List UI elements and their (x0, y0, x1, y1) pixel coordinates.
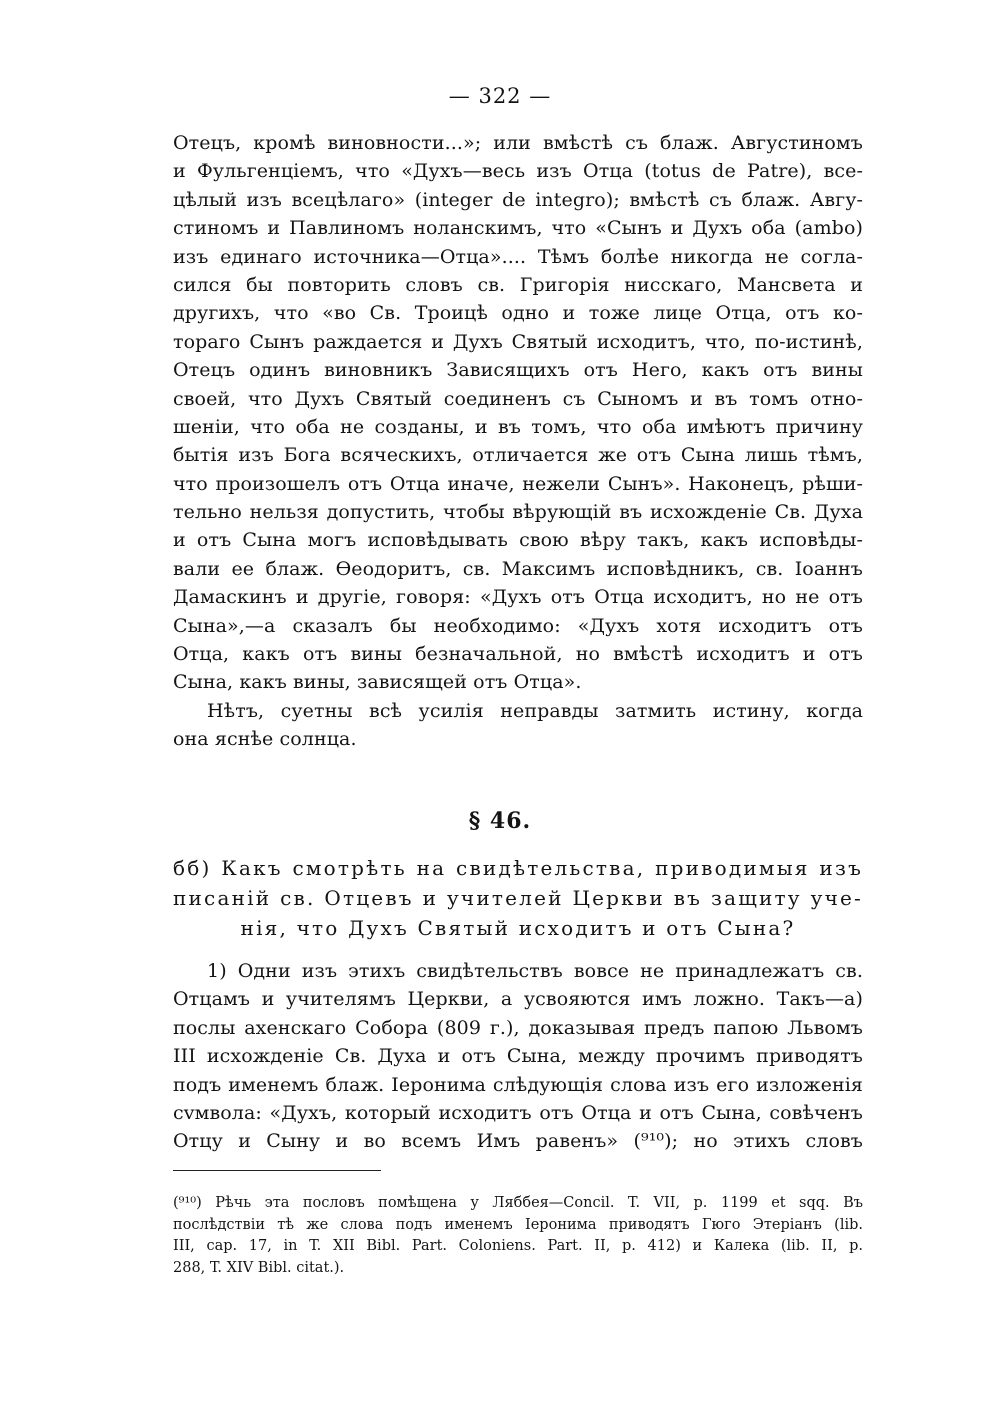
text-line: что произошелъ отъ Отца иначе, нежели Сынъ». Наконецъ, рѣши- (173, 472, 863, 495)
text-line: сился бы повторить словъ св. Григорія нисскаго, Мансвета и (173, 273, 863, 296)
text-line: и Фульгенціемъ, что «Духъ—весь изъ Отца (totus de Patre), все- (173, 160, 863, 183)
text-line: и отъ Сына могъ исповѣдывать свою вѣру такъ, какъ исповѣды- (173, 529, 863, 552)
text-line: послы ахенскаго Собора (809 г.), доказывая предъ папою Львомъ (173, 1016, 863, 1039)
text-line: Отецъ одинъ виновникъ Зависящихъ отъ Него, какъ отъ вины (173, 359, 863, 382)
text-line: вали ее блаж. Ѳеодоритъ, св. Максимъ исповѣдникъ, св. Іоаннъ (173, 557, 863, 580)
text-line: подъ именемъ блаж. Іеронима слѣдующія слова изъ его изложенія (173, 1073, 863, 1096)
text-line: Отецъ, кромѣ виновности...»; или вмѣстѣ съ блаж. Августиномъ (173, 132, 863, 154)
text-line: тораго Сынъ раждается и Духъ Святый исходитъ, что, по-истинѣ, (173, 330, 863, 353)
text-line: сvмвола: «Духъ, который исходитъ отъ Отца и отъ Сына, совѣченъ (173, 1101, 863, 1124)
text-line: Отца, какъ отъ вины безначальной, но вмѣстѣ исходитъ и отъ (173, 643, 863, 666)
heading-line: бб) Какъ смотрѣть на свидѣтельства, приводимыя изъ (173, 856, 863, 880)
paragraph-point-1 (173, 957, 863, 1156)
text-line: стиномъ и Павлиномъ ноланскимъ, что «Сынъ и Духъ оба (ambo) (173, 217, 863, 240)
heading-line: нія, что Духъ Святый исходитъ и отъ Сына? (240, 916, 796, 940)
text-line: другихъ, что «во Св. Троицѣ одно и тоже лице Отца, отъ ко- (173, 302, 863, 325)
text-line: Отцу и Сыну и во всемъ Имъ равенъ» (⁹¹⁰); но этихъ словъ (173, 1130, 863, 1153)
footnote-line: III, cap. 17, in T. XII Bibl. Part. Coloniens. Part. II, p. 412) и Калека (lib. II, p. (173, 1238, 863, 1254)
text-line: III исхожденіе Св. Духа и отъ Сына, между прочимъ приводятъ (173, 1045, 863, 1068)
text-line: Дамаскинъ и другіе, говоря: «Духъ отъ Отца исходитъ, но не отъ (173, 586, 863, 609)
text-line: бытія изъ Бога всяческихъ, отличается же отъ Сына лишь тѣмъ, (173, 444, 863, 467)
page-number: — 322 — (448, 84, 552, 108)
footnote-line: (⁹¹⁰) Рѣчь эта пословъ помѣщена у Ляббея—Concil. T. VII, p. 1199 et sqq. Въ (173, 1195, 863, 1211)
text-line: цѣлый изъ всецѣлаго» (integer de integro); вмѣстѣ съ блаж. Авгу- (173, 188, 863, 211)
text-line: изъ единаго источника—Отца».... Тѣмъ болѣе никогда не согла- (173, 245, 863, 268)
footnote (173, 1193, 863, 1279)
footnote-line: послѣдствіи тѣ же слова подъ именемъ Іеронима приводятъ Гюго Этеріанъ (lib. (173, 1216, 863, 1233)
text-line: своей, что Духъ Святый соединенъ съ Сыномъ и въ томъ отно- (173, 387, 863, 410)
text-line: Нѣтъ, суетны всѣ усилія неправды затмить истину, когда (207, 700, 863, 722)
section-heading (173, 853, 863, 943)
paragraph-continuation (173, 129, 863, 697)
text-line: Сына, какъ вины, зависящей отъ Отца». (173, 671, 582, 694)
section-number: § 46. (468, 808, 532, 834)
text-line: Сына»,—а сказалъ бы необходимо: «Духъ хотя исходитъ отъ (173, 614, 863, 637)
text-line: тельно нельзя допустить, чтобы вѣрующій въ исхожденіе Св. Духа (173, 501, 863, 524)
heading-line: писаній св. Отцевъ и учителей Церкви въ защиту уче- (173, 886, 863, 910)
text-line: шеніи, что оба не созданы, и въ томъ, что оба имѣютъ причину (173, 415, 863, 438)
text-line: Отцамъ и учителямъ Церкви, а усвояются имъ ложно. Такъ—а) (173, 988, 863, 1011)
paragraph-conclusion (173, 697, 863, 754)
footnote-line: 288, T. XIV Bibl. citat.). (173, 1259, 345, 1276)
text-line: 1) Одни изъ этихъ свидѣтельствъ вовсе не принадлежатъ св. (207, 960, 863, 982)
text-line: она яснѣе солнца. (173, 728, 357, 751)
footnote-divider (173, 1170, 381, 1171)
